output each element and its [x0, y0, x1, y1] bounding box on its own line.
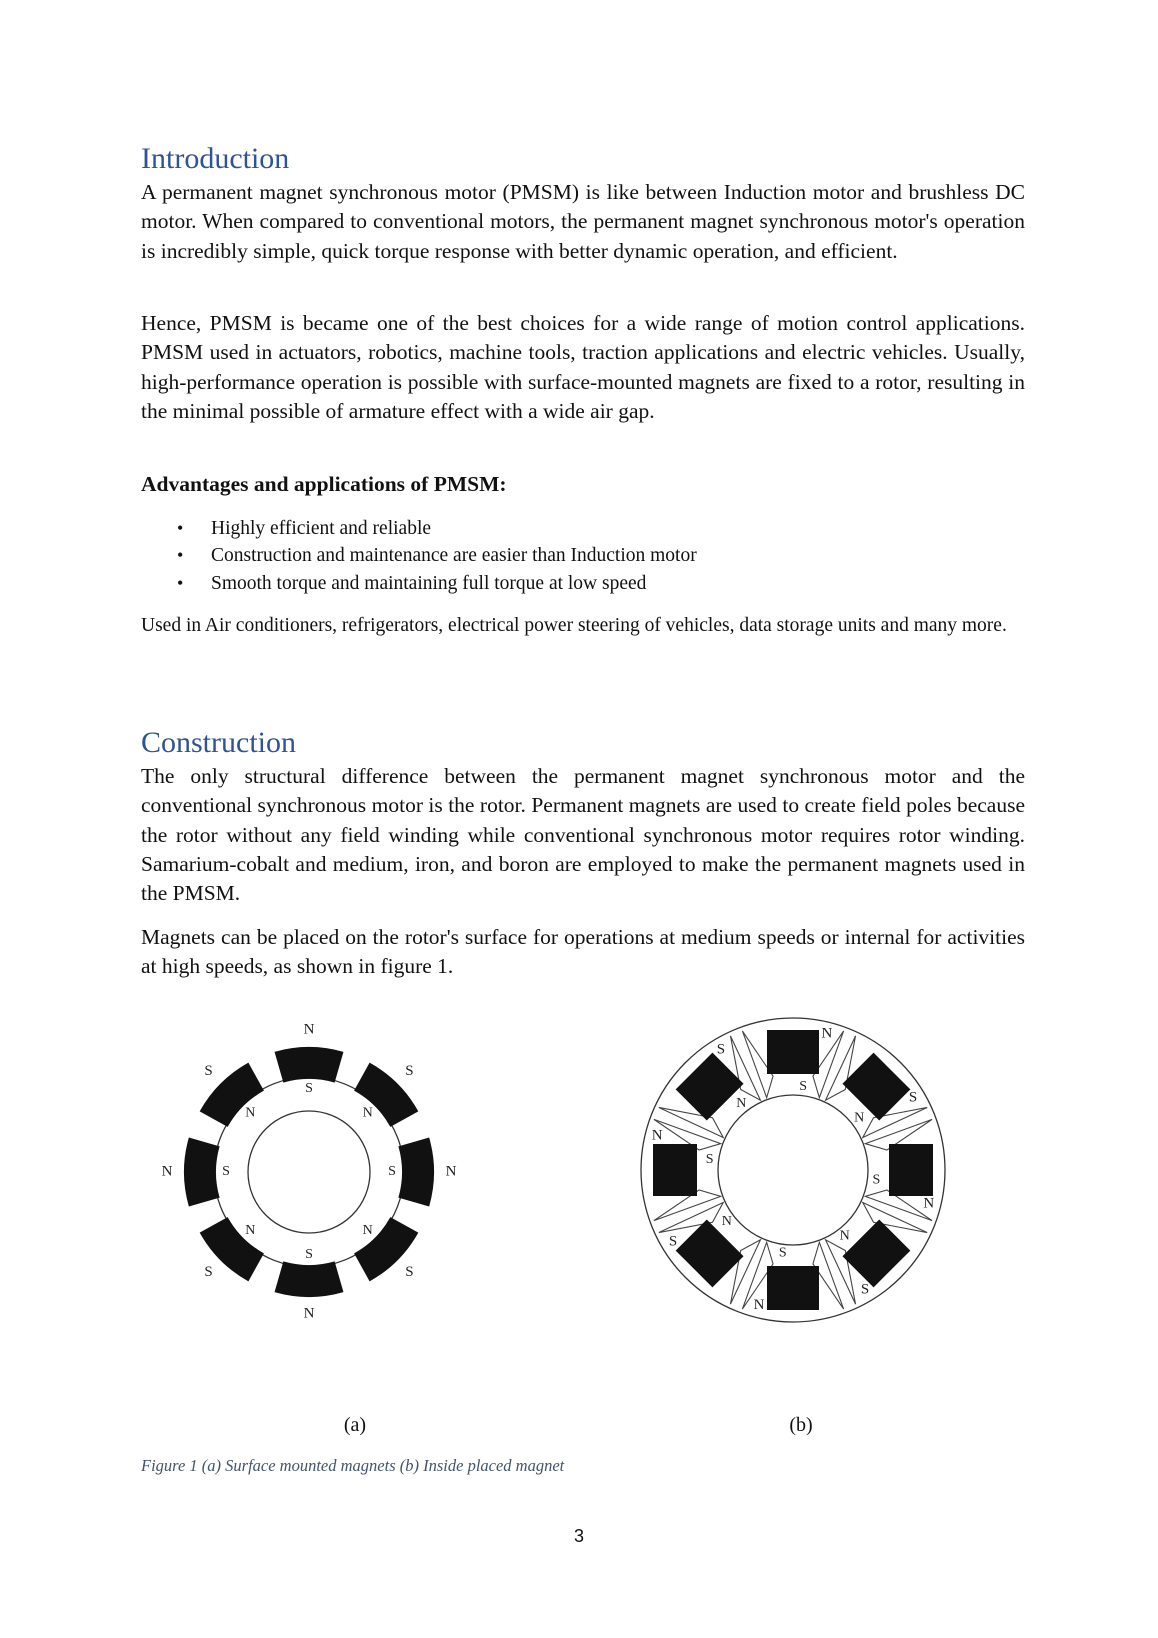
figure-1	[141, 1021, 1025, 1445]
pole-label: S	[222, 1164, 230, 1180]
pole-label: S	[908, 1089, 918, 1106]
construction-paragraph-2: Magnets can be placed on the rotor's surface for operations at medium speeds or internal for activities at high speeds, as shown in figure 1.	[141, 925, 1025, 979]
construction-paragraph-1: The only structural difference between the permanent magnet synchronous motor and the conventional synchronous motor is the rotor. Permanent magnets are used to create field poles because the rotor without any field winding while conventional synchronous motor requires rotor winding. Samarium-cobalt and medium, iron, and boron are employed to make the permanent magnets used in the PMSM.	[141, 764, 1025, 906]
pole-label: S	[668, 1233, 678, 1250]
pole-label: S	[405, 1263, 414, 1280]
label-b: (b)	[789, 1414, 813, 1436]
bullet-icon: •	[177, 545, 184, 566]
rotor-inner-circle	[248, 1111, 370, 1233]
pole-label: S	[705, 1152, 714, 1168]
list-item	[141, 542, 1025, 569]
pole-label: N	[161, 1163, 173, 1180]
pole-label: N	[923, 1195, 935, 1212]
list-item-text: Smooth torque and maintaining full torque at low speed	[211, 572, 647, 594]
pole-label: N	[303, 1021, 315, 1038]
advantages-list	[141, 515, 1025, 597]
inside-magnet	[767, 1030, 819, 1074]
pole-label: N	[303, 1305, 315, 1322]
surface-mounted-diagram	[162, 1021, 457, 1321]
pole-label: N	[362, 1105, 373, 1121]
pole-label: S	[799, 1078, 808, 1094]
pole-label: S	[716, 1041, 726, 1058]
introduction-heading: Introduction	[141, 142, 290, 175]
pole-label: N	[821, 1025, 833, 1042]
pole-label: N	[245, 1222, 256, 1238]
list-item	[141, 515, 1025, 542]
inside-magnet	[767, 1266, 819, 1310]
pole-label: S	[860, 1281, 870, 1298]
list-item-text: Construction and maintenance are easier than Induction motor	[211, 545, 697, 567]
surface-magnet	[184, 1138, 220, 1207]
pole-label: N	[362, 1222, 373, 1238]
inside-magnet	[653, 1144, 697, 1196]
motor-diagrams	[141, 1021, 1025, 1445]
list-item-text: Highly efficient and reliable	[211, 518, 432, 539]
pole-label: N	[721, 1213, 732, 1229]
label-a: (a)	[343, 1414, 367, 1436]
bullet-icon: •	[177, 518, 184, 538]
surface-magnet	[275, 1047, 344, 1083]
pole-label: S	[778, 1245, 787, 1261]
pole-label: S	[305, 1247, 313, 1263]
pole-label: S	[204, 1063, 213, 1080]
pole-label: N	[753, 1297, 765, 1314]
pole-label: N	[854, 1110, 865, 1126]
pole-label: N	[245, 1105, 256, 1121]
rotor-inner-circle	[718, 1095, 868, 1245]
pole-label: N	[651, 1127, 663, 1144]
pole-label: S	[305, 1081, 313, 1097]
figure-caption: Figure 1 (a) Surface mounted magnets (b) Inside placed magnet	[141, 1456, 565, 1475]
inside-placed-diagram	[641, 1018, 945, 1322]
pole-label: N	[445, 1163, 457, 1180]
pole-label: N	[839, 1228, 850, 1244]
inside-magnet	[889, 1144, 933, 1196]
surface-magnet	[275, 1261, 344, 1297]
list-item	[141, 570, 1025, 597]
page-number: 3	[573, 1526, 584, 1546]
pole-label: S	[872, 1172, 881, 1188]
pole-label: S	[388, 1164, 396, 1180]
pole-label: S	[204, 1263, 213, 1280]
uses-paragraph: Used in Air conditioners, refrigerators, electrical power steering of vehicles, data storage units and many more.	[141, 615, 1007, 636]
pole-label: S	[405, 1063, 414, 1080]
intro-paragraph-1: A permanent magnet synchronous motor (PMSM) is like between Induction motor and brushless DC motor. When compared to conventional motors, the permanent magnet synchronous motor's operation is incredibly simple, quick torque response with better dynamic operation, and efficient.	[141, 180, 1025, 263]
pole-label: N	[736, 1096, 747, 1112]
surface-magnet	[398, 1138, 434, 1207]
bullet-icon: •	[177, 572, 184, 593]
advantages-heading: Advantages and applications of PMSM:	[141, 472, 507, 496]
intro-paragraph-2: Hence, PMSM is became one of the best choices for a wide range of motion control applications. PMSM used in actuators, robotics, machine tools, traction applications and electric vehicles. Usually, high-performance operation is possible with surface-mounted magnets are fixed to a rotor, resulting in the minimal possible of armature effect with a wide air gap.	[141, 311, 1025, 423]
construction-heading: Construction	[141, 726, 296, 759]
